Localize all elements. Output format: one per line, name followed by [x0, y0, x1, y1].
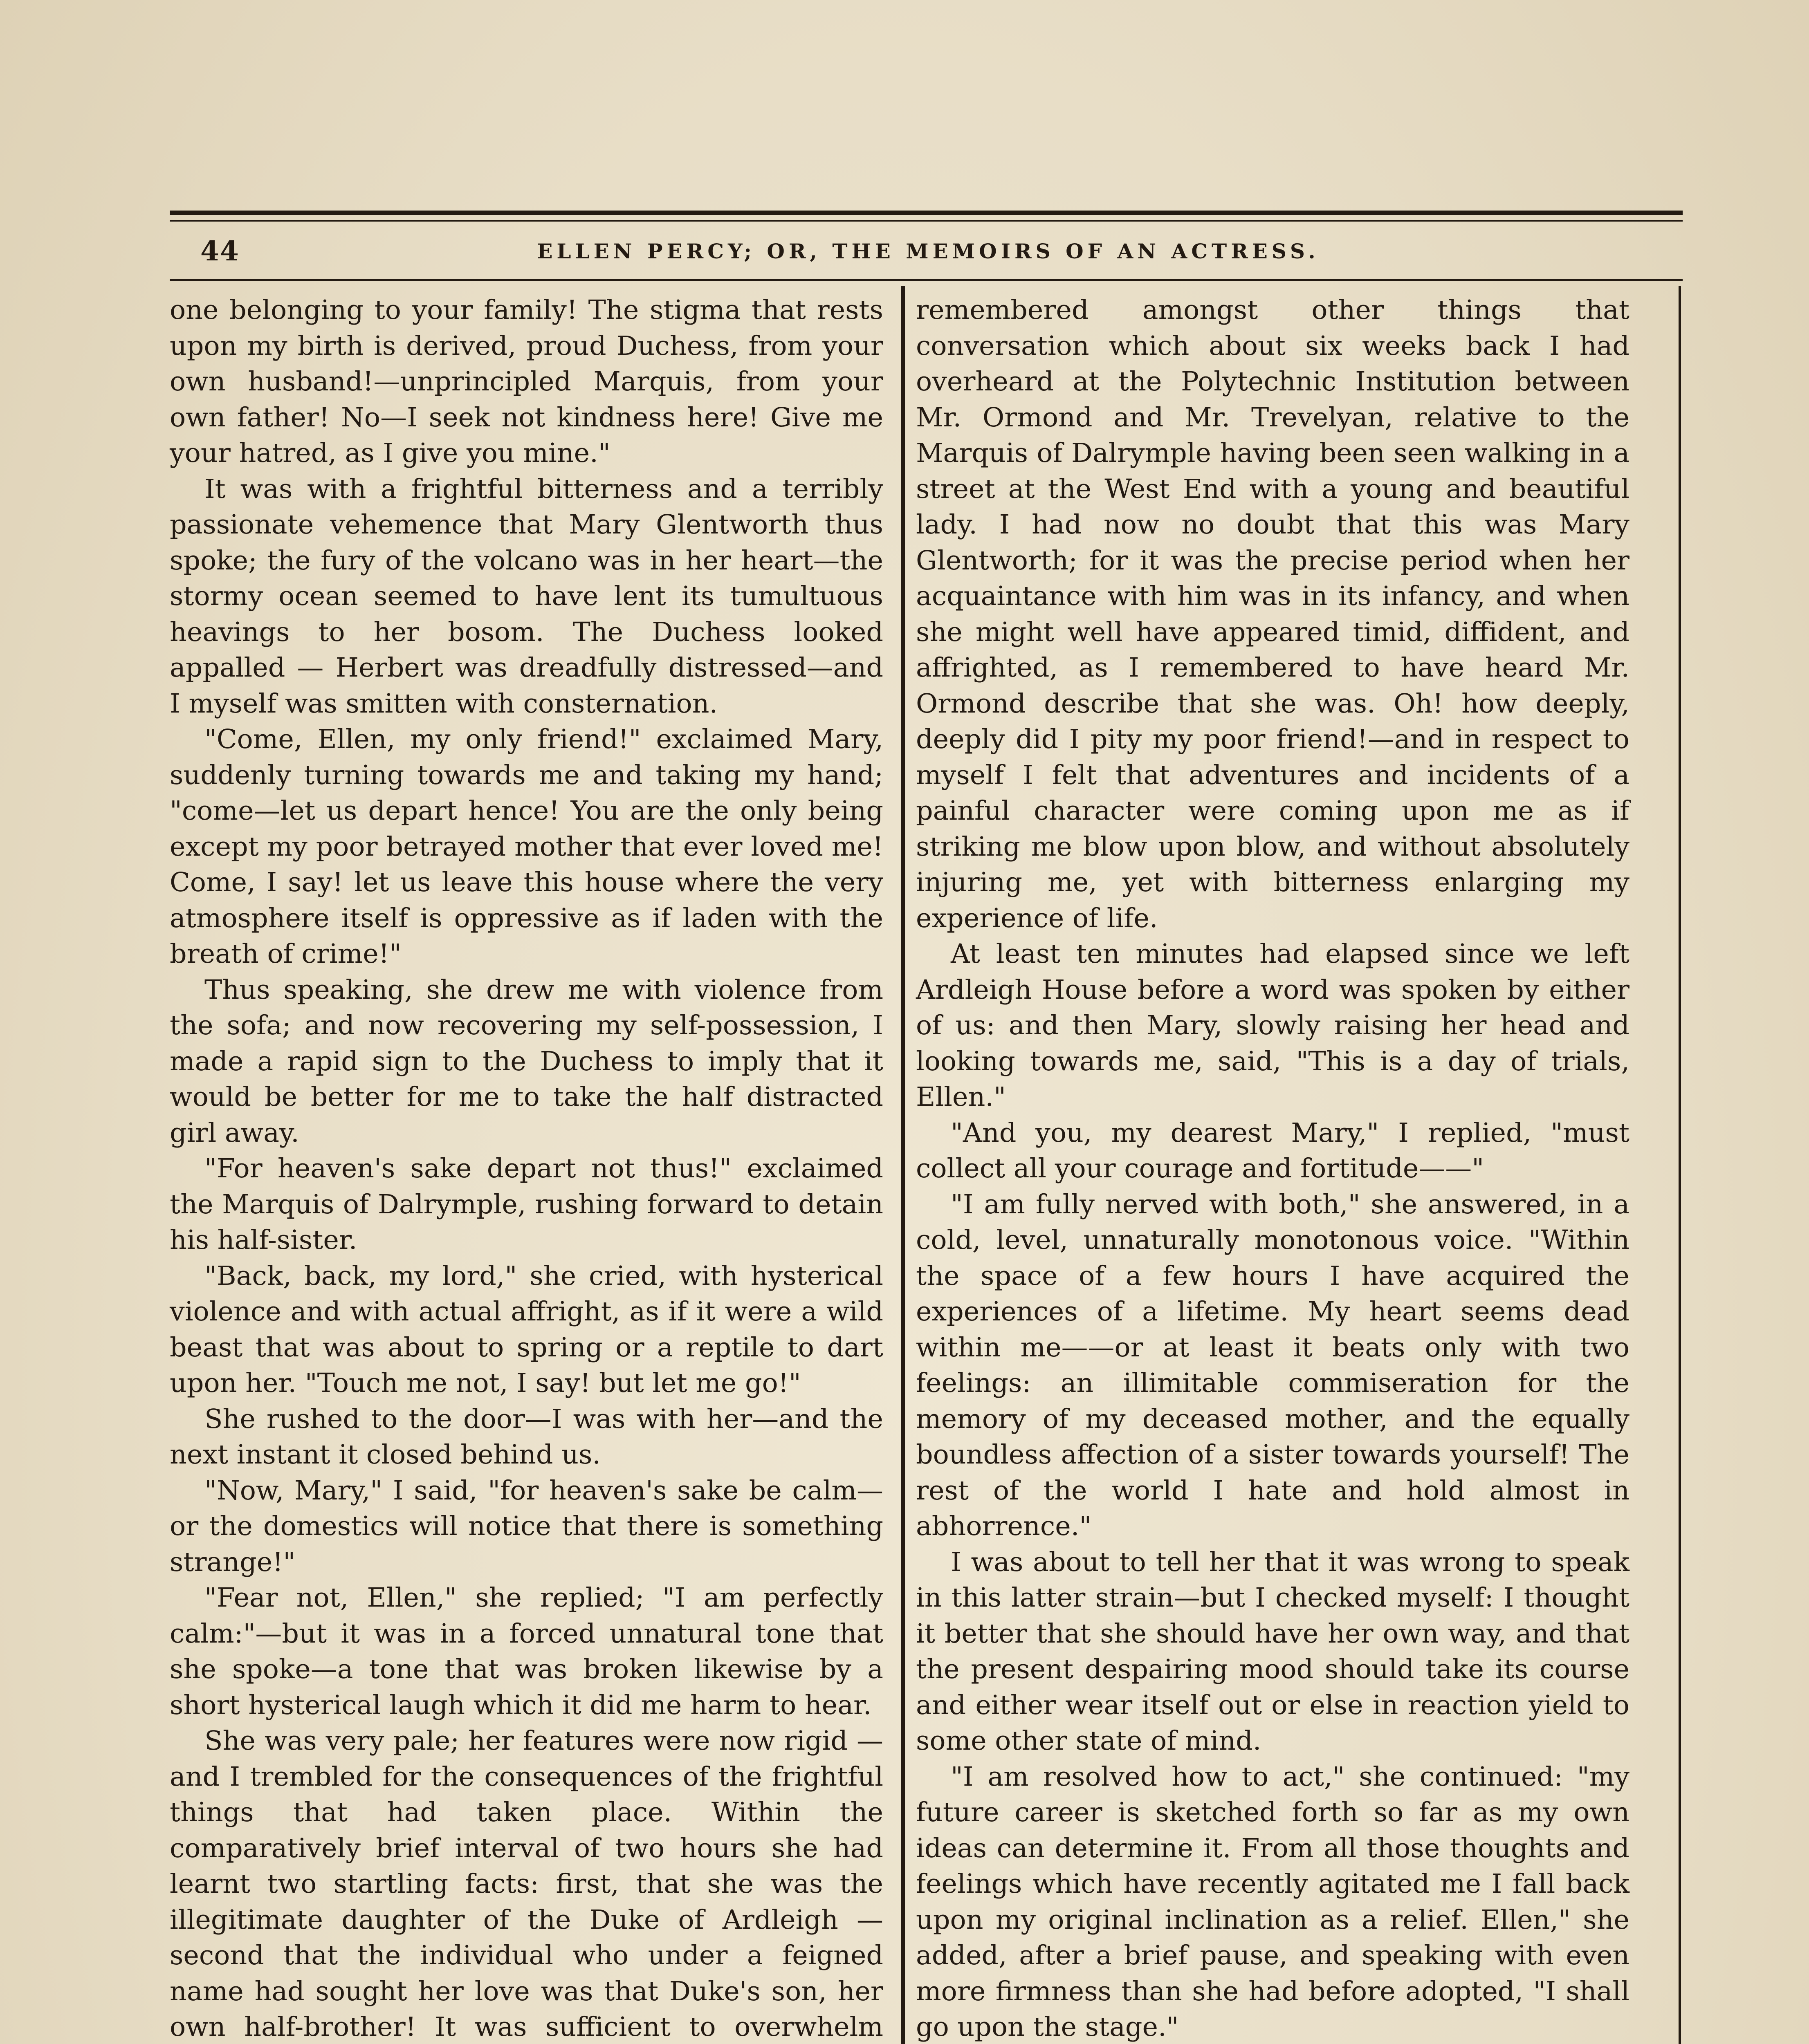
right-border-rule: [1679, 286, 1681, 2044]
running-header: [176, 227, 1681, 272]
left-paragraph-2: It was with a frightful bitterness and a terribly passionate vehemence that Mary Glentworth thus spoke; the fury of the volcano was in her heart—the stormy ocean seemed to have lent its tumultuous heavings to her bosom. The Duchess looked appalled — Herbert was dreadfully distressed—and I myself was smitten with consternation.: [170, 473, 883, 719]
left-paragraph-1: one belonging to your family! The stigma that rests upon my birth is derived, proud Duchess, from your own husband!—unprincipled Marquis, from your own father! No—I seek not kindness here! Give me your hatred, as I give you mine.": [170, 295, 883, 468]
right-paragraph-4: "I am fully nerved with both," she answered, in a cold, level, unnaturally monotonous voice. "Within the space of a few hours I have acquired the experiences of a lifetime. My heart seems dead within me——or at least it beats only with two feelings: an illimitable commiseration for the memory of my deceased mother, and the equally boundless affection of a sister towards yourself! The rest of the world I hate and hold almost in abhorrence.": [916, 1189, 1629, 1542]
left-paragraph-3: "Come, Ellen, my only friend!" exclaimed Mary, suddenly turning towards me and taking my hand; "come—let us depart hence! You are the only being except my poor betrayed mother that ever loved me! Come, I say! let us leave this house where the very atmosphere itself is oppressive as if laden with the breath of crime!": [170, 724, 883, 969]
page-number: 44: [200, 235, 240, 267]
right-paragraph-1: remembered amongst other things that conversation which about six weeks back I had overheard at the Polytechnic Institution between Mr. Ormond and Mr. Trevelyan, relative to the Marquis of Dalrymple having been seen walking in a street at the West End with a young and beautiful lady. I had now no doubt that this was Mary Glentworth; for it was the precise period when her acquaintance with him was in its infancy, and when she might well have appeared timid, diffident, and affrighted, as I remembered to have heard Mr. Ormond describe that she was. Oh! how deeply, deeply did I pity my poor friend!—and in respect to myself I felt that adventures and incidents of a painful character were coming upon me as if striking me blow upon blow, and without absolutely injuring me, yet with bitterness enlarging my experience of life.: [916, 295, 1629, 934]
header-rule-thin: [170, 220, 1683, 222]
column-divider: [901, 286, 905, 2044]
left-paragraph-4: Thus speaking, she drew me with violence from the sofa; and now recovering my self-possession, I made a rapid sign to the Duchess to imply that it would be better for me to take the half distracted girl away.: [170, 974, 883, 1148]
running-title: ELLEN PERCY; OR, THE MEMOIRS OF AN ACTRESS.: [537, 239, 1320, 263]
right-paragraph-2: At least ten minutes had elapsed since we left Ardleigh House before a word was spoken by either of us: and then Mary, slowly raising her head and looking towards me, said, "This is a day of trials, Ellen.": [916, 939, 1629, 1112]
left-paragraph-8: "Now, Mary," I said, "for heaven's sake be calm—or the domestics will notice that there is something strange!": [170, 1475, 883, 1578]
header-underline: [170, 279, 1683, 281]
right-column: [916, 292, 1629, 2044]
right-paragraph-6: "I am resolved how to act," she continued: "my future career is sketched forth so far as my own ideas can determine it. From all those thoughts and feelings which have recently agitated me I fall back upon my original inclination as a relief. Ellen," she added, after a brief pause, and speaking with even more firmness than she had before adopted, "I shall go upon the stage.": [916, 1761, 1629, 2042]
left-paragraph-10: She was very pale; her features were now rigid —and I trembled for the consequences of the frightful things that had taken place. Within the comparatively brief interval of two hours she had learnt two startling facts: first, that she was the illegitimate daughter of the Duke of Ardleigh —second that the individual who under a feigned name had sought her love was that Duke's son, her own half-brother! It was sufficient to overwhelm: [170, 1726, 883, 2042]
header-rule-thick: [170, 211, 1683, 215]
right-paragraph-5: I was about to tell her that it was wrong to speak in this latter strain—but I checked myself: I thought it better that she should have her own way, and that the present despairing mood should take its course and either wear itself out or else in reaction yield to some other state of mind.: [916, 1546, 1629, 1756]
left-paragraph-9: "Fear not, Ellen," she replied; "I am perfectly calm:"—but it was in a forced unnatural tone that she spoke—a tone that was broken likewise by a short hysterical laugh which it did me harm to hear.: [170, 1582, 883, 1721]
right-paragraph-3: "And you, my dearest Mary," I replied, "must collect all your courage and fortitude——": [916, 1117, 1629, 1184]
left-paragraph-5: "For heaven's sake depart not thus!" exclaimed the Marquis of Dalrymple, rushing forward to detain his half-sister.: [170, 1153, 883, 1255]
left-column: [170, 292, 883, 2044]
left-paragraph-7: She rushed to the door—I was with her—and the next instant it closed behind us.: [170, 1403, 883, 1470]
left-paragraph-6: "Back, back, my lord," she cried, with hysterical violence and with actual affright, as if it were a wild beast that was about to spring or a reptile to dart upon her. "Touch me not, I say! but let me go!": [170, 1260, 883, 1399]
